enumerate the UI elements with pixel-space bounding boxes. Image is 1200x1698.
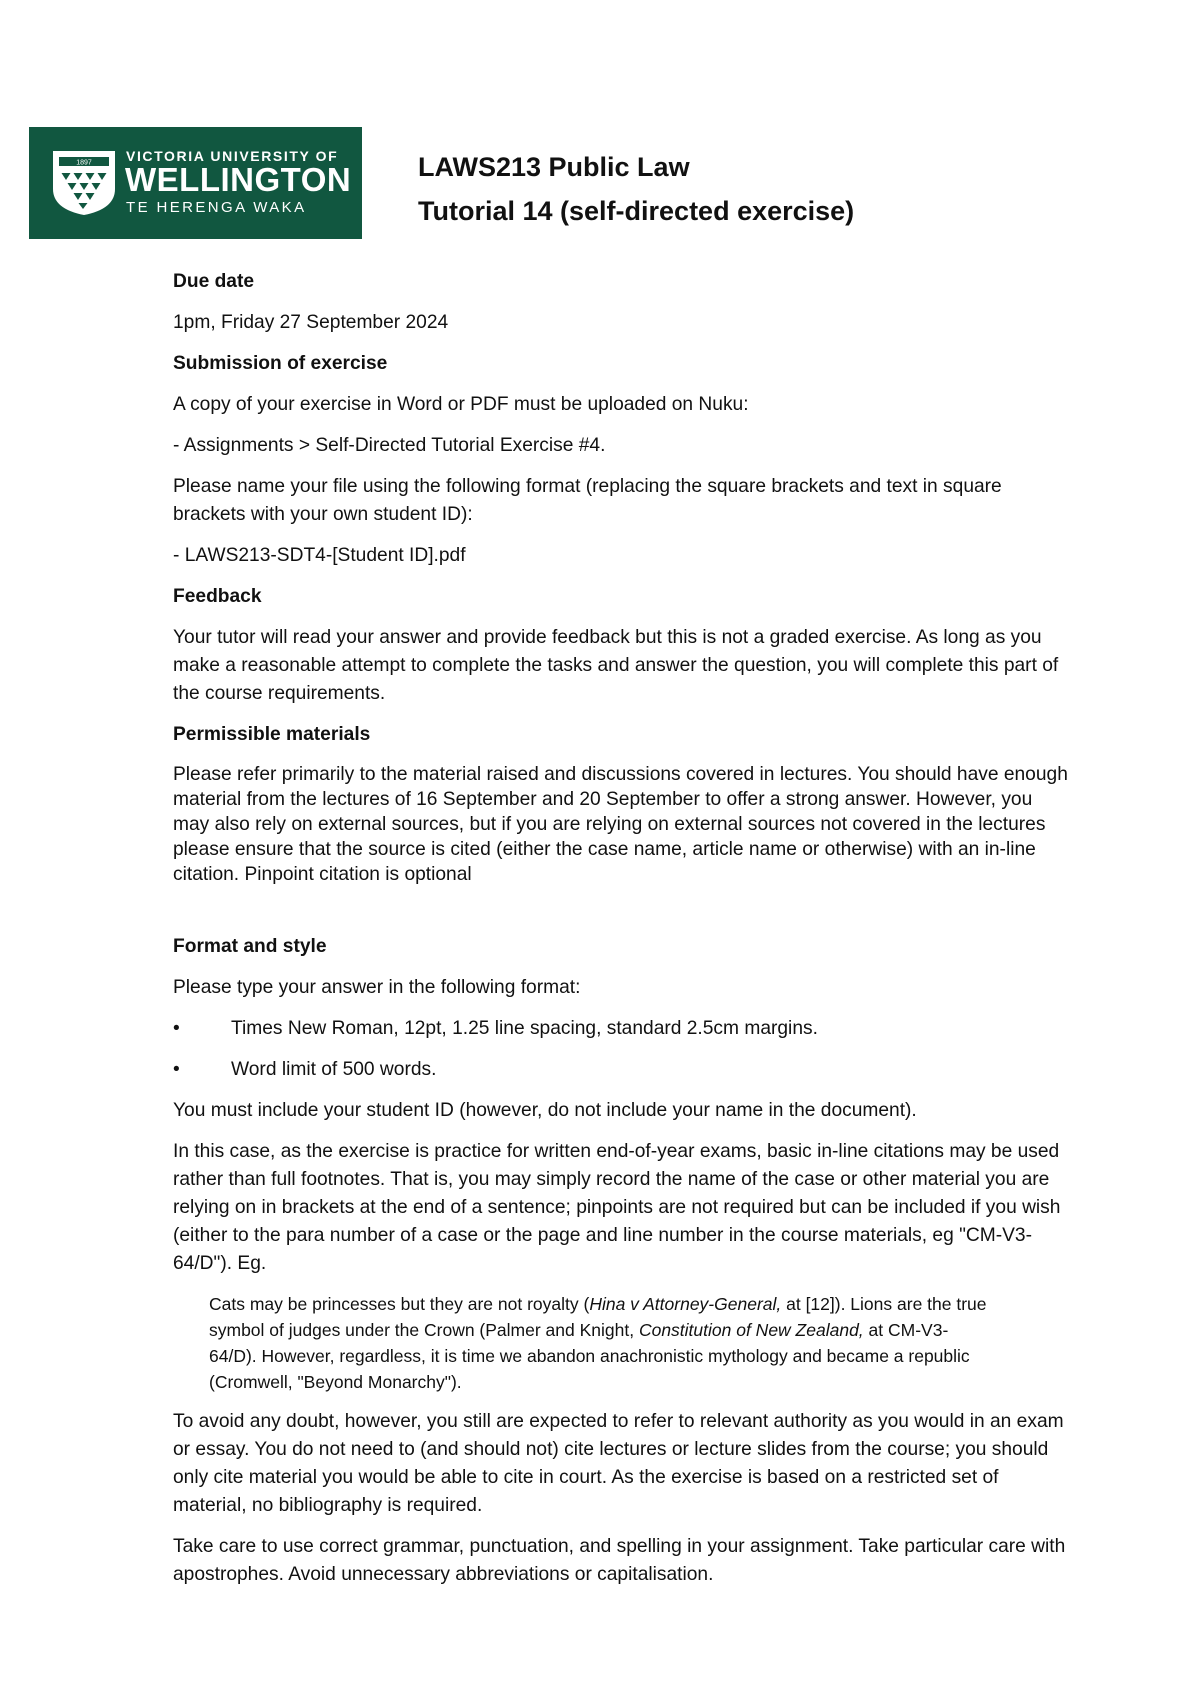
materials-text: Please refer primarily to the material raised and discussions covered in lectures. You should have enough material from the lectures of 16 September and 20 September to offer a strong answer. However, you may also rely on external sources, but if you are relying on external sources not covered in the lectures please ensure that the source is cited (either the case name, article name or otherwise) with an in-line citation. Pinpoint citation is optional (173, 764, 1068, 885)
logo-line-3: TE HERENGA WAKA (126, 199, 307, 216)
svg-text:1897: 1897 (76, 159, 92, 167)
logo-line-2: WELLINGTON (125, 161, 352, 198)
university-logo (29, 127, 362, 239)
logo-line-1: VICTORIA UNIVERSITY OF (126, 148, 339, 164)
document-title (418, 145, 854, 233)
spacer (173, 900, 1073, 933)
format-intro: Please type your answer in the following format: (173, 977, 581, 998)
feedback-heading: Feedback (173, 586, 262, 607)
list-item (173, 1056, 1073, 1084)
submission-p1: A copy of your exercise in Word or PDF must be uploaded on Nuku: (173, 394, 749, 415)
list-item (173, 1015, 1073, 1043)
submission-p4: - LAWS213-SDT4-[Student ID].pdf (173, 545, 466, 566)
list-item-text: Word limit of 500 words. (231, 1059, 437, 1080)
document-body (173, 268, 1073, 1602)
citations-text: In this case, as the exercise is practice for written end-of-year exams, basic in-line citations may be used rather than full footnotes. That is, you may simply record the name of the case or other material you are relying on in brackets at the end of a sentence; pinpoints are not required but can be included if you wish (either to the para number of a case or the page and line number in the course materials, eg "CM-V3-64/D"). Eg. (173, 1141, 1061, 1274)
due-date-text: 1pm, Friday 27 September 2024 (173, 312, 449, 333)
due-date-heading: Due date (173, 271, 255, 292)
bullet-icon: • (173, 1059, 180, 1080)
example-text: at CM-V3-64/D). However, regardless, it is time we abandon anachronistic mythology and became a republic (Cromwell, "Beyond Monarchy"). (209, 1320, 970, 1392)
submission-p2: - Assignments > Self-Directed Tutorial Exercise #4. (173, 435, 606, 456)
grammar-text: Take care to use correct grammar, punctuation, and spelling in your assignment. Take particular care with apostrophes. Avoid unnecessary abbreviations or capitalisation. (173, 1536, 1066, 1585)
citation-example (209, 1291, 989, 1395)
feedback-text: Your tutor will read your answer and provide feedback but this is not a graded exercise. As long as you make a reasonable attempt to complete the tasks and answer the question, you will complete this part of the course requirements. (173, 627, 1059, 704)
student-id-text: You must include your student ID (however, do not include your name in the document). (173, 1100, 917, 1121)
format-list (173, 1015, 1073, 1084)
list-item-text: Times New Roman, 12pt, 1.25 line spacing, standard 2.5cm margins. (231, 1018, 818, 1039)
crest-icon (51, 149, 117, 217)
submission-heading: Submission of exercise (173, 353, 388, 374)
example-text: at [12]). Lions are the true symbol of judges under the Crown (Palmer and Knight, (209, 1294, 987, 1340)
format-heading: Format and style (173, 936, 327, 957)
example-text: Cats may be princesses but they are not royalty ( (209, 1294, 590, 1314)
submission-p3: Please name your file using the following format (replacing the square brackets and text in square brackets with your own student ID): (173, 476, 1002, 525)
example-book-title: Constitution of New Zealand, (638, 1320, 864, 1340)
example-case-name: Hina v Attorney-General, (589, 1294, 782, 1314)
authority-text: To avoid any doubt, however, you still are expected to refer to relevant authority as you would in an exam or essay. You do not need to (and should not) cite lectures or lecture slides from the course; you should only cite material you would be able to cite in court. As the exercise is based on a restricted set of material, no bibliography is required. (173, 1411, 1064, 1516)
tutorial-title: Tutorial 14 (self-directed exercise) (418, 196, 855, 226)
bullet-icon: • (173, 1018, 180, 1039)
materials-heading: Permissible materials (173, 724, 371, 745)
course-title: LAWS213 Public Law (418, 152, 690, 182)
